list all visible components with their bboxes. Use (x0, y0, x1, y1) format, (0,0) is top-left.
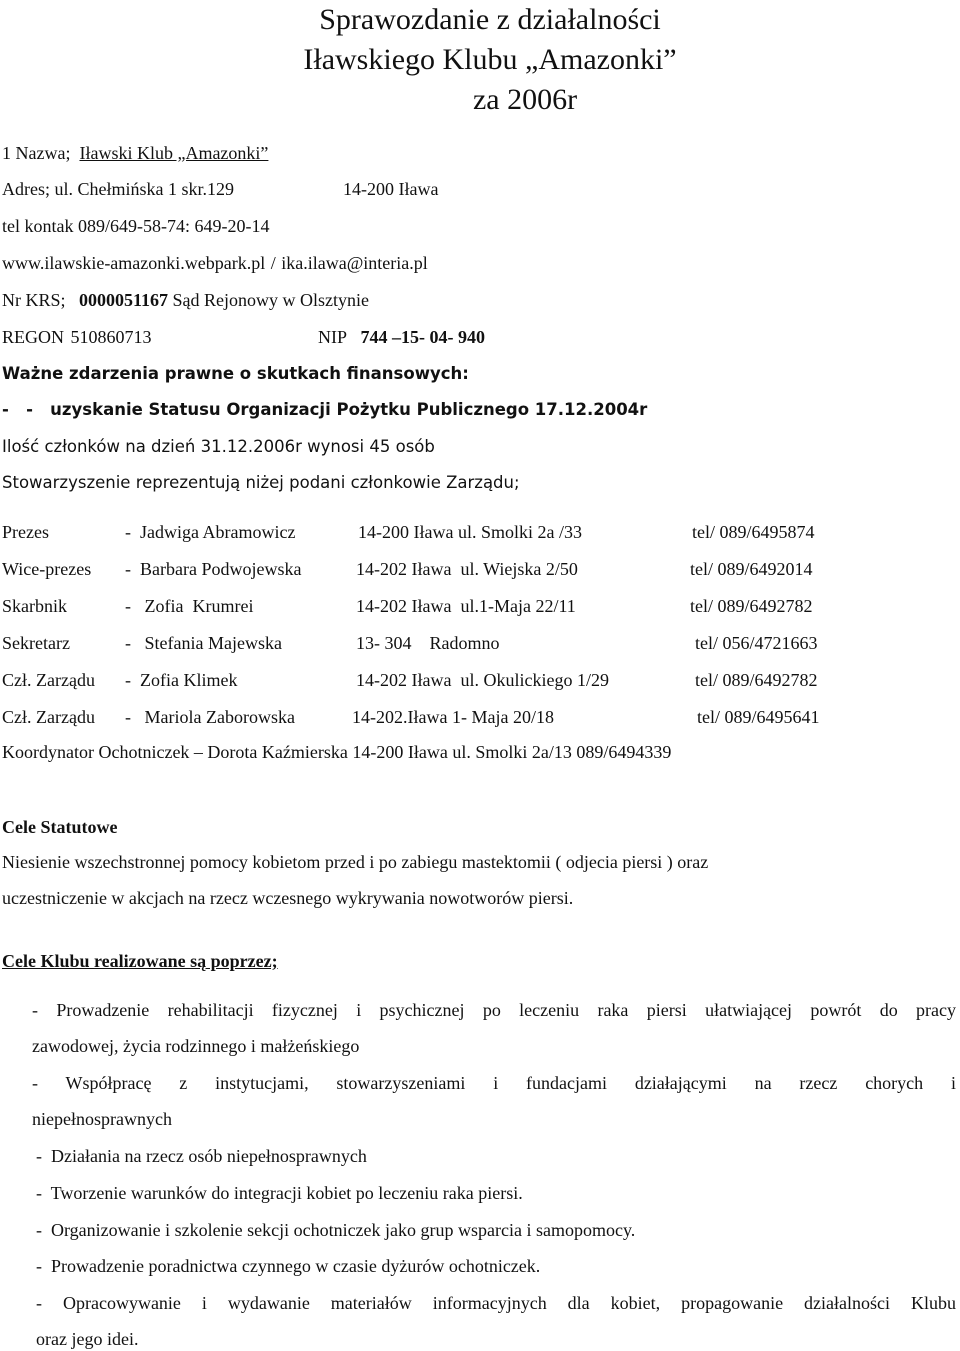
org-name-line (2, 143, 268, 164)
nip-value: 744 –15- 04- 940 (360, 327, 486, 347)
board-address: 14-202 Iława ul. Wiejska 2/50 (356, 559, 578, 579)
goal-item-2-line-2: niepełnosprawnych (32, 1109, 172, 1129)
board-phone: tel/ 089/6495641 (697, 707, 820, 727)
legal-event-item: - - uzyskanie Statusu Organizacji Pożytku Publicznego 17.12.2004r (2, 400, 648, 419)
board-phone: tel/ 089/6495874 (692, 522, 815, 542)
address-line (2, 179, 234, 200)
goal-item-6: - Prowadzenie poradnictwa czynnego w czasie dyżurów ochotniczek. (36, 1256, 541, 1276)
board-name: - Zofia Klimek (125, 670, 238, 690)
board-role: Czł. Zarządu (2, 707, 95, 727)
goal-item-1-line-1: - Prowadzenie rehabilitacji fizycznej i psychicznej po leczeniu raka piersi ułatwiającej powrót do pracy (32, 1000, 956, 1020)
statutory-text-line-2: uczestniczenie w akcjach na rzecz wczesnego wykrywania nowotworów piersi. (2, 888, 574, 908)
org-name-label: 1 Nazwa; (2, 143, 71, 163)
address-street: Adres; ul. Chełmińska 1 skr.129 (2, 179, 234, 199)
krs-court: Sąd Rejonowy w Olsztynie (172, 290, 370, 310)
board-phone: tel/ 056/4721663 (695, 633, 818, 653)
address-city: 14-200 Iława (343, 179, 439, 199)
board-role: Wice-prezes (2, 559, 92, 579)
board-address: 14-202.Iława 1- Maja 20/18 (352, 707, 554, 727)
title-line-1: Sprawozdanie z działalności (319, 3, 661, 36)
nip-label: NIP (318, 327, 348, 347)
board-address: 13- 304 Radomno (356, 633, 500, 653)
nip-line (318, 327, 485, 348)
krs-line (2, 290, 369, 311)
board-name: - Zofia Krumrei (125, 596, 254, 616)
regon-line (2, 327, 152, 348)
statutory-text-line-1: Niesienie wszechstronnej pomocy kobietom przed i po zabiegu mastektomii ( odjecia piersi ) oraz (2, 852, 709, 872)
goal-item-5: - Organizowanie i szkolenie sekcji ochotniczek jako grup wsparcia i samopomocy. (36, 1220, 636, 1240)
web-email-line: www.ilawskie-amazonki.webpark.pl / ika.ilawa@interia.pl (2, 253, 428, 273)
coordinator-line: Koordynator Ochotniczek – Dorota Kaźmierska 14-200 Iława ul. Smolki 2a/13 089/6494339 (2, 742, 672, 762)
board-address: 14-202 Iława ul.1-Maja 22/11 (356, 596, 576, 616)
board-role: Czł. Zarządu (2, 670, 95, 690)
statutory-heading: Cele Statutowe (2, 817, 118, 837)
goal-item-4: - Tworzenie warunków do integracji kobiet po leczeniu raka piersi. (36, 1183, 523, 1203)
krs-number: 0000051167 (79, 290, 169, 310)
title-line-3: za 2006r (472, 83, 578, 116)
goal-item-7-line-2: oraz jego idei. (36, 1329, 139, 1349)
board-role: Skarbnik (2, 596, 67, 616)
goal-item-1-line-2: zawodowej, życia rodzinnego i małżeńskiego (32, 1036, 360, 1056)
goals-heading: Cele Klubu realizowane są poprzez; (2, 951, 278, 971)
goal-item-7-line-1: - Opracowywanie i wydawanie materiałów informacyjnych dla kobiet, propagowanie działalności Klubu (36, 1293, 956, 1313)
phone-line: tel kontak 089/649-58-74: 649-20-14 (2, 216, 270, 236)
board-name: - Barbara Podwojewska (125, 559, 302, 579)
legal-events-heading: Ważne zdarzenia prawne o skutkach finansowych: (2, 364, 469, 383)
board-name: - Jadwiga Abramowicz (125, 522, 296, 542)
board-name: - Stefania Majewska (125, 633, 282, 653)
board-name: - Mariola Zaborowska (125, 707, 295, 727)
board-intro: Stowarzyszenie reprezentują niżej podani członkowie Zarządu; (2, 473, 520, 492)
title-line-2: Iławskiego Klubu „Amazonki” (303, 43, 677, 76)
board-address: 14-200 Iława ul. Smolki 2a /33 (358, 522, 582, 542)
board-address: 14-202 Iława ul. Okulickiego 1/29 (356, 670, 609, 690)
board-phone: tel/ 089/6492014 (690, 559, 813, 579)
document-title (250, 0, 750, 120)
regon-value: REGON 510860713 (2, 327, 152, 347)
krs-label: Nr KRS; (2, 290, 66, 310)
board-phone: tel/ 089/6492782 (695, 670, 818, 690)
org-name-value: Iławski Klub „Amazonki” (79, 143, 269, 163)
members-count: Ilość członków na dzień 31.12.2006r wynosi 45 osób (2, 437, 435, 456)
board-role: Sekretarz (2, 633, 70, 653)
goal-item-2-line-1: - Współpracę z instytucjami, stowarzyszeniami i fundacjami działającymi na rzecz chorych i (32, 1073, 956, 1093)
board-phone: tel/ 089/6492782 (690, 596, 813, 616)
goal-item-3: - Działania na rzecz osób niepełnosprawnych (36, 1146, 367, 1166)
board-role: Prezes (2, 522, 49, 542)
